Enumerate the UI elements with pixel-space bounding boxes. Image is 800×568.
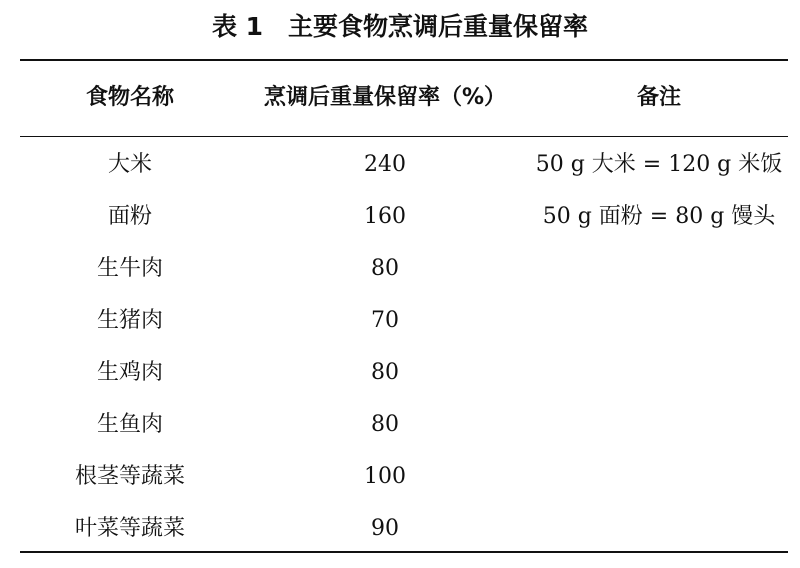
cell-food-fish: 生鱼肉: [96, 412, 163, 437]
header-note: 备注: [636, 85, 681, 110]
cell-note-rice: 50 g 大米 = 120 g 米饭: [535, 152, 783, 177]
table-header-rule: [20, 136, 788, 137]
table-top-rule: [20, 59, 788, 61]
cell-rate-pork: 70: [371, 308, 399, 333]
cell-food-rice: 大米: [107, 152, 152, 177]
cell-food-beef: 生牛肉: [96, 256, 163, 281]
cell-food-leafy-vegetables: 叶菜等蔬菜: [74, 516, 185, 541]
cell-rate-beef: 80: [371, 256, 399, 281]
cell-food-pork: 生猪肉: [96, 308, 163, 333]
header-retention-rate: 烹调后重量保留率（%）: [263, 85, 507, 110]
cell-rate-leafy-vegetables: 90: [371, 516, 399, 541]
cell-rate-rice: 240: [364, 152, 406, 177]
table-bottom-rule: [20, 551, 788, 553]
cell-food-flour: 面粉: [107, 204, 152, 229]
cell-rate-chicken: 80: [371, 360, 399, 385]
cell-rate-root-vegetables: 100: [364, 464, 406, 489]
table-title: 表 1 主要食物烹调后重量保留率: [211, 12, 589, 41]
cell-note-flour: 50 g 面粉 = 80 g 馒头: [542, 204, 776, 229]
cell-food-root-vegetables: 根茎等蔬菜: [74, 464, 185, 489]
cell-rate-flour: 160: [364, 204, 406, 229]
header-food-name: 食物名称: [85, 85, 174, 110]
cell-food-chicken: 生鸡肉: [96, 360, 163, 385]
cell-rate-fish: 80: [371, 412, 399, 437]
